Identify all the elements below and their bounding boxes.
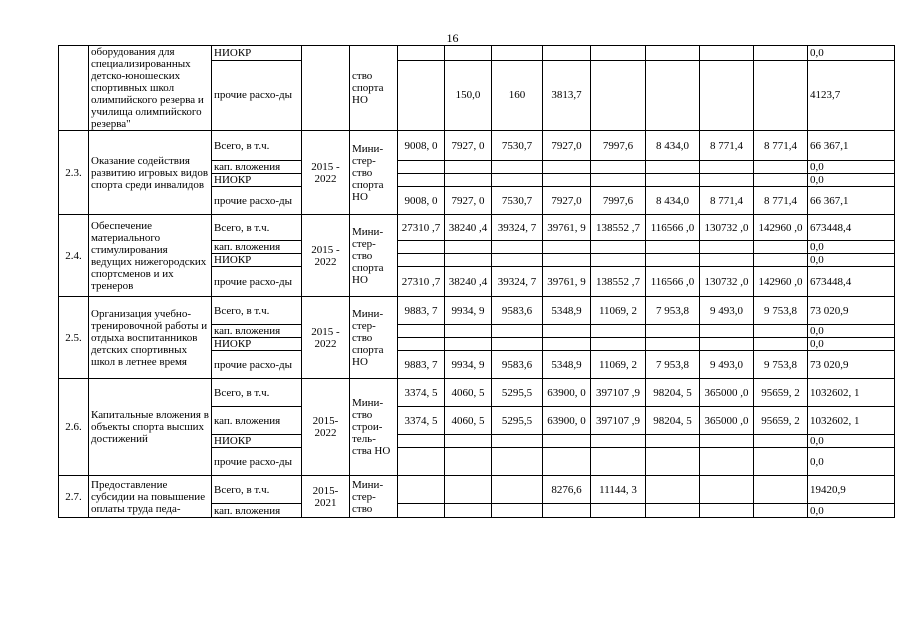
expense-category: прочие расхо-ды	[212, 267, 302, 297]
year-value	[398, 254, 445, 267]
table-row	[59, 46, 895, 61]
table-row	[59, 297, 895, 325]
total-value: 0,0	[808, 46, 895, 61]
total-value: 19420,9	[808, 476, 895, 504]
total-value: 0,0	[808, 504, 895, 518]
total-value: 673448,4	[808, 267, 895, 297]
expense-category: прочие расхо-ды	[212, 448, 302, 476]
year-value	[646, 338, 700, 351]
year-value	[445, 338, 492, 351]
year-value: 142960 ,0	[754, 267, 808, 297]
year-value: 9008, 0	[398, 131, 445, 161]
total-value: 673448,4	[808, 215, 895, 241]
expense-category: кап. вложения	[212, 325, 302, 338]
item-number	[59, 46, 89, 131]
year-value: 9934, 9	[445, 351, 492, 379]
year-value: 138552 ,7	[591, 267, 646, 297]
year-value	[543, 325, 591, 338]
year-value	[492, 435, 543, 448]
year-value	[754, 46, 808, 61]
item-description: Капитальные вложения в объекты спорта высших достижений	[89, 379, 212, 476]
executor: Мини-ство строи-тель-ства НО	[350, 379, 398, 476]
year-value	[492, 325, 543, 338]
year-value: 9 493,0	[700, 351, 754, 379]
period-years: 2015 - 2022	[302, 297, 350, 379]
table-row	[59, 131, 895, 161]
item-description: Предоставление субсидии на повышение оплаты труда педа-	[89, 476, 212, 518]
table-row	[59, 215, 895, 241]
year-value	[492, 504, 543, 518]
year-value	[754, 254, 808, 267]
year-value	[591, 338, 646, 351]
expense-category: НИОКР	[212, 174, 302, 187]
expense-category: прочие расхо-ды	[212, 351, 302, 379]
total-value: 66 367,1	[808, 131, 895, 161]
year-value: 95659, 2	[754, 379, 808, 407]
year-value	[591, 161, 646, 174]
table-row	[59, 476, 895, 504]
year-value: 39324, 7	[492, 267, 543, 297]
expense-category: кап. вложения	[212, 241, 302, 254]
year-value	[700, 174, 754, 187]
expense-category: Всего, в т.ч.	[212, 379, 302, 407]
expense-category: кап. вложения	[212, 161, 302, 174]
year-value	[646, 60, 700, 130]
year-value: 9 753,8	[754, 351, 808, 379]
item-description: оборудования для специализированных детско-юношеских спортивных школ олимпийского резерва и училища олимпийского резерва"	[89, 46, 212, 131]
year-value	[543, 174, 591, 187]
year-value	[398, 325, 445, 338]
year-value	[700, 476, 754, 504]
year-value: 8 771,4	[700, 187, 754, 215]
year-value: 4060, 5	[445, 407, 492, 435]
year-value	[754, 60, 808, 130]
year-value: 9008, 0	[398, 187, 445, 215]
year-value	[700, 161, 754, 174]
year-value	[492, 476, 543, 504]
year-value	[754, 241, 808, 254]
year-value	[591, 254, 646, 267]
year-value: 8 771,4	[754, 131, 808, 161]
year-value	[492, 46, 543, 61]
year-value: 11144, 3	[591, 476, 646, 504]
year-value: 8 771,4	[700, 131, 754, 161]
item-description: Обеспечение материального стимулирования ведущих нижегородских спортсменов и их тренеров	[89, 215, 212, 297]
year-value	[543, 161, 591, 174]
expense-category: Всего, в т.ч.	[212, 131, 302, 161]
year-value	[398, 60, 445, 130]
year-value: 9 493,0	[700, 297, 754, 325]
executor: ство спорта НО	[350, 46, 398, 131]
year-value: 63900, 0	[543, 379, 591, 407]
period-years	[302, 46, 350, 131]
year-value	[700, 325, 754, 338]
item-number: 2.5.	[59, 297, 89, 379]
year-value	[445, 174, 492, 187]
year-value	[754, 325, 808, 338]
budget-table	[58, 45, 895, 518]
year-value	[398, 46, 445, 61]
year-value: 9 753,8	[754, 297, 808, 325]
year-value: 98204, 5	[646, 407, 700, 435]
year-value: 5295,5	[492, 407, 543, 435]
total-value: 0,0	[808, 338, 895, 351]
expense-category: НИОКР	[212, 254, 302, 267]
year-value	[754, 504, 808, 518]
year-value	[445, 241, 492, 254]
year-value: 3374, 5	[398, 407, 445, 435]
executor: Мини-стер-ство спорта НО	[350, 297, 398, 379]
year-value: 7927, 0	[445, 187, 492, 215]
year-value	[646, 241, 700, 254]
year-value	[398, 338, 445, 351]
year-value: 39761, 9	[543, 215, 591, 241]
page-number: 16	[446, 31, 459, 45]
table-row	[59, 379, 895, 407]
item-number: 2.4.	[59, 215, 89, 297]
total-value: 0,0	[808, 254, 895, 267]
year-value	[543, 504, 591, 518]
total-value: 0,0	[808, 241, 895, 254]
year-value: 365000 ,0	[700, 407, 754, 435]
expense-category: НИОКР	[212, 46, 302, 61]
year-value: 138552 ,7	[591, 215, 646, 241]
expense-category: Всего, в т.ч.	[212, 215, 302, 241]
expense-category: прочие расхо-ды	[212, 60, 302, 130]
year-value	[591, 435, 646, 448]
year-value	[492, 161, 543, 174]
year-value: 39324, 7	[492, 215, 543, 241]
year-value: 4060, 5	[445, 379, 492, 407]
year-value	[398, 161, 445, 174]
item-description: Оказание содействия развитию игровых видов спорта среди инвалидов	[89, 131, 212, 215]
year-value: 397107 ,9	[591, 407, 646, 435]
period-years: 2015- 2021	[302, 476, 350, 518]
year-value	[754, 338, 808, 351]
year-value	[754, 435, 808, 448]
year-value	[398, 174, 445, 187]
expense-category: Всего, в т.ч.	[212, 297, 302, 325]
year-value	[646, 254, 700, 267]
year-value	[591, 504, 646, 518]
year-value: 160	[492, 60, 543, 130]
year-value: 95659, 2	[754, 407, 808, 435]
expense-category: Всего, в т.ч.	[212, 476, 302, 504]
total-value: 1032602, 1	[808, 379, 895, 407]
year-value	[646, 161, 700, 174]
year-value: 142960 ,0	[754, 215, 808, 241]
year-value	[398, 435, 445, 448]
period-years: 2015 - 2022	[302, 131, 350, 215]
year-value: 11069, 2	[591, 297, 646, 325]
year-value	[445, 325, 492, 338]
total-value: 73 020,9	[808, 297, 895, 325]
year-value	[646, 504, 700, 518]
year-value: 27310 ,7	[398, 267, 445, 297]
year-value	[754, 161, 808, 174]
expense-category: НИОКР	[212, 435, 302, 448]
year-value: 38240 ,4	[445, 215, 492, 241]
year-value	[445, 46, 492, 61]
year-value	[591, 60, 646, 130]
year-value: 7927,0	[543, 187, 591, 215]
expense-category: кап. вложения	[212, 407, 302, 435]
year-value	[591, 325, 646, 338]
year-value	[398, 476, 445, 504]
year-value	[492, 448, 543, 476]
year-value	[700, 60, 754, 130]
year-value	[591, 46, 646, 61]
year-value	[543, 435, 591, 448]
year-value: 116566 ,0	[646, 215, 700, 241]
year-value	[445, 448, 492, 476]
year-value	[700, 46, 754, 61]
year-value	[445, 476, 492, 504]
year-value: 7997,6	[591, 131, 646, 161]
year-value: 116566 ,0	[646, 267, 700, 297]
year-value: 7 953,8	[646, 351, 700, 379]
year-value: 8 434,0	[646, 187, 700, 215]
year-value	[700, 241, 754, 254]
expense-category: кап. вложения	[212, 504, 302, 518]
year-value	[398, 241, 445, 254]
year-value: 98204, 5	[646, 379, 700, 407]
year-value	[700, 435, 754, 448]
year-value	[543, 241, 591, 254]
year-value	[646, 435, 700, 448]
total-value: 0,0	[808, 448, 895, 476]
year-value: 8 434,0	[646, 131, 700, 161]
year-value	[646, 448, 700, 476]
year-value: 9934, 9	[445, 297, 492, 325]
year-value: 7927,0	[543, 131, 591, 161]
year-value	[543, 46, 591, 61]
year-value: 3374, 5	[398, 379, 445, 407]
expense-category: прочие расхо-ды	[212, 187, 302, 215]
year-value: 7997,6	[591, 187, 646, 215]
item-number: 2.3.	[59, 131, 89, 215]
period-years: 2015 - 2022	[302, 215, 350, 297]
year-value	[492, 338, 543, 351]
year-value	[700, 254, 754, 267]
total-value: 0,0	[808, 174, 895, 187]
year-value: 9883, 7	[398, 351, 445, 379]
year-value	[591, 241, 646, 254]
year-value: 27310 ,7	[398, 215, 445, 241]
year-value	[492, 241, 543, 254]
item-description: Организация учебно-тренировочной работы и отдыха воспитанников детских спортивных школ в летнее время	[89, 297, 212, 379]
year-value	[700, 338, 754, 351]
year-value: 7530,7	[492, 131, 543, 161]
year-value: 130732 ,0	[700, 267, 754, 297]
year-value	[754, 476, 808, 504]
year-value	[754, 448, 808, 476]
year-value	[591, 174, 646, 187]
year-value: 63900, 0	[543, 407, 591, 435]
executor: Мини-стер-ство	[350, 476, 398, 518]
year-value: 365000 ,0	[700, 379, 754, 407]
total-value: 66 367,1	[808, 187, 895, 215]
year-value	[398, 448, 445, 476]
year-value	[543, 254, 591, 267]
total-value: 0,0	[808, 161, 895, 174]
total-value: 4123,7	[808, 60, 895, 130]
year-value: 11069, 2	[591, 351, 646, 379]
year-value: 150,0	[445, 60, 492, 130]
year-value: 8 771,4	[754, 187, 808, 215]
year-value: 39761, 9	[543, 267, 591, 297]
year-value	[646, 325, 700, 338]
year-value: 3813,7	[543, 60, 591, 130]
year-value: 7 953,8	[646, 297, 700, 325]
year-value: 5295,5	[492, 379, 543, 407]
year-value: 130732 ,0	[700, 215, 754, 241]
total-value: 0,0	[808, 325, 895, 338]
year-value	[543, 338, 591, 351]
year-value	[445, 435, 492, 448]
year-value	[445, 504, 492, 518]
year-value: 7927, 0	[445, 131, 492, 161]
year-value: 9583,6	[492, 351, 543, 379]
year-value	[646, 174, 700, 187]
year-value: 8276,6	[543, 476, 591, 504]
total-value: 73 020,9	[808, 351, 895, 379]
year-value: 7530,7	[492, 187, 543, 215]
year-value	[398, 504, 445, 518]
period-years: 2015- 2022	[302, 379, 350, 476]
year-value	[492, 254, 543, 267]
year-value	[591, 448, 646, 476]
total-value: 0,0	[808, 435, 895, 448]
executor: Мини-стер-ство спорта НО	[350, 215, 398, 297]
item-number: 2.6.	[59, 379, 89, 476]
year-value	[445, 254, 492, 267]
year-value	[646, 476, 700, 504]
year-value	[445, 161, 492, 174]
year-value: 38240 ,4	[445, 267, 492, 297]
expense-category: НИОКР	[212, 338, 302, 351]
executor: Мини-стер-ство спорта НО	[350, 131, 398, 215]
year-value	[754, 174, 808, 187]
year-value: 5348,9	[543, 297, 591, 325]
year-value	[700, 504, 754, 518]
year-value: 9883, 7	[398, 297, 445, 325]
year-value: 9583,6	[492, 297, 543, 325]
year-value: 5348,9	[543, 351, 591, 379]
total-value: 1032602, 1	[808, 407, 895, 435]
year-value	[700, 448, 754, 476]
year-value	[646, 46, 700, 61]
year-value	[543, 448, 591, 476]
year-value: 397107 ,9	[591, 379, 646, 407]
item-number: 2.7.	[59, 476, 89, 518]
year-value	[492, 174, 543, 187]
